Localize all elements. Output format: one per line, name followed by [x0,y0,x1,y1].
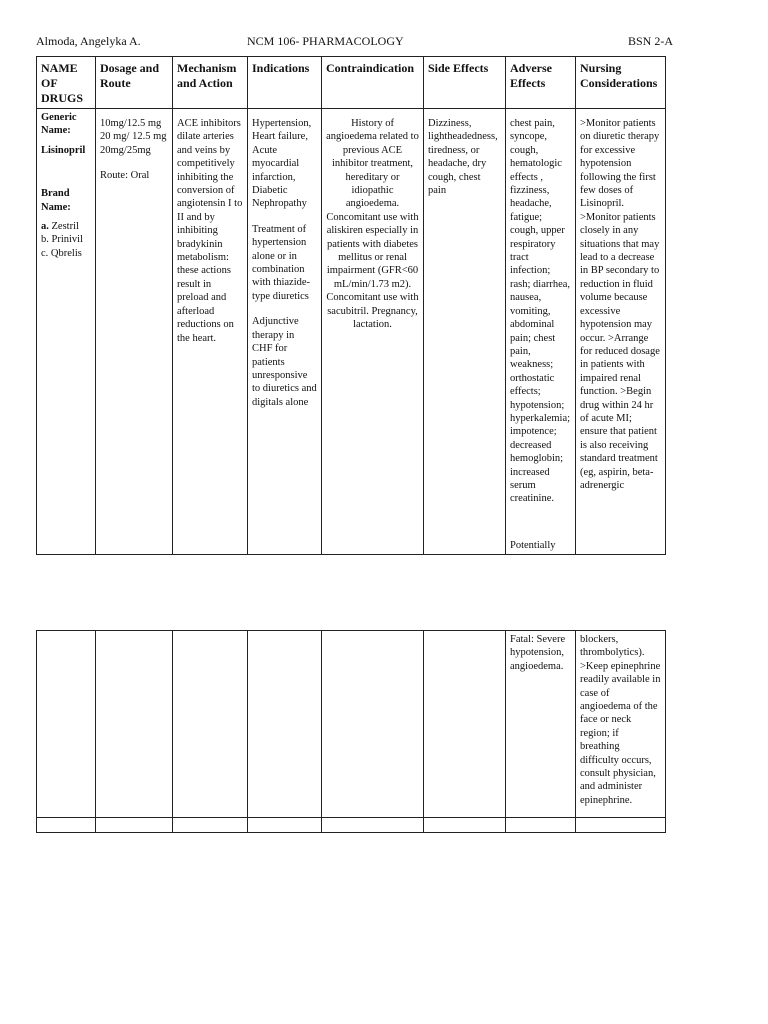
adverse-effects-cell [506,631,576,818]
generic-name-label: Generic Name: [41,112,77,137]
empty-cell [96,818,173,833]
brand-name-c: c. Qbrelis [41,247,82,259]
drug-name-cell [37,109,96,555]
indications-cell [248,109,322,555]
indications-text: Treatment of hypertension alone or in combination with thiazide-type diuretics [252,223,311,302]
dosage-cell [96,631,173,818]
empty-cell [37,818,96,833]
nursing-considerations-text: >Monitor patients on diuretic therapy for excessive hypotension following the first few doses of Lisinopril. >Monitor patients closely in any situations that may lead to a decrease in BP secondary to reduction in fluid volume because excessive hypotension may occur. >Arrange for reduced dosage in patients with impaired renal function. >Begin drug within 24 hr of acute MI; ensure that patient is also receiving standard treatment (eg, aspirin, beta-adrenergic [580,118,660,491]
brand-name-label: Brand Name: [41,188,71,213]
dosage-line: 10mg/12.5 mg [100,118,162,129]
indications-text: Hypertension, Heart failure, Acute myocardial infarction, Diabetic Nephropathy [252,118,312,210]
empty-cell [248,818,322,833]
column-header: Mechanism and Action [173,57,248,109]
empty-cell [322,818,424,833]
mechanism-cell [173,631,248,818]
column-header: Adverse Effects [506,57,576,109]
side-effects-cell [424,631,506,818]
course-title: NCM 106- PHARMACOLOGY [247,34,404,48]
dosage-line: 20 mg/ 12.5 mg [100,131,167,143]
table-header-row [37,57,666,109]
empty-cell [506,818,576,833]
column-header: NAME OF DRUGS [37,57,96,109]
column-header: Side Effects [424,57,506,109]
empty-cell [424,818,506,833]
nursing-considerations-cell [576,631,666,818]
adverse-effects-text: chest pain, syncope, cough, hematologic effects , fizziness, headache, fatigue; cough, upper respiratory tract infection; rash; diarrhea, nausea, vomiting, abdominal pain; chest pain, weakness; orthostatic effects; hypotension; hyperkalemia; impotence; decreased hemoglobin; increased serum creatinine. [510,118,571,505]
column-header: Nursing Considerations [576,57,666,109]
nursing-considerations-cell [576,109,666,555]
adverse-effects-continued: Potentially [510,539,556,551]
drug-table-continued [36,630,666,833]
drug-table [36,56,666,555]
column-header: Contraindication [322,57,424,109]
indications-cell [248,631,322,818]
route-text: Route: Oral [100,170,150,182]
indications-text: Adjunctive therapy in CHF for patients unresponsive to diuretics and digitals alone [252,316,317,408]
contraindication-cell [322,109,424,555]
side-effects-cell [424,109,506,555]
table-row [37,109,666,555]
brand-name-b: b. Prinivil [41,234,84,246]
brand-name-a: a. Zestril [41,221,79,233]
adverse-effects-cell [506,109,576,555]
table-row [37,631,666,818]
table-row [37,818,666,833]
contraindication-text: History of angioedema related to previous ACE inhibitor treatment, hereditary or idiopathic angioedema. Concomitant use with aliskiren especially in patients with diabetes mellitus or renal impairment (GFR<60 mL/min/1.73 m2). Concomitant use with sacubitril. Pregnancy, lactation. [326,118,419,331]
student-name: Almoda, Angelyka A. [36,34,141,48]
empty-cell [173,818,248,833]
dosage-line: 20mg/25mg [100,144,151,156]
nursing-considerations-text: blockers, thrombolytics). >Keep epinephrine readily available in case of angioedema of the face or neck region; if breathing difficulty occurs, consult physician, and administer epinephrine. [580,634,661,806]
generic-name-value: Lisinopril [41,144,86,156]
mechanism-text: ACE inhibitors dilate arteries and veins by competitively inhibiting the conversion of angiotensin I to II and by inhibiting bradykinin metabolism: these actions result in preload and afterload reductions on the heart. [177,118,243,344]
drug-name-cell [37,631,96,818]
empty-cell [576,818,666,833]
dosage-cell [96,109,173,555]
section-label: BSN 2-A [628,34,674,48]
column-header: Indications [248,57,322,109]
column-header: Dosage and Route [96,57,173,109]
adverse-effects-text: Fatal: Severe hypotension, angioedema. [510,634,566,672]
contraindication-cell [322,631,424,818]
side-effects-text: Dizziness, lightheadedness, tiredness, or headache, dry cough, chest pain [428,118,498,197]
mechanism-cell [173,109,248,555]
